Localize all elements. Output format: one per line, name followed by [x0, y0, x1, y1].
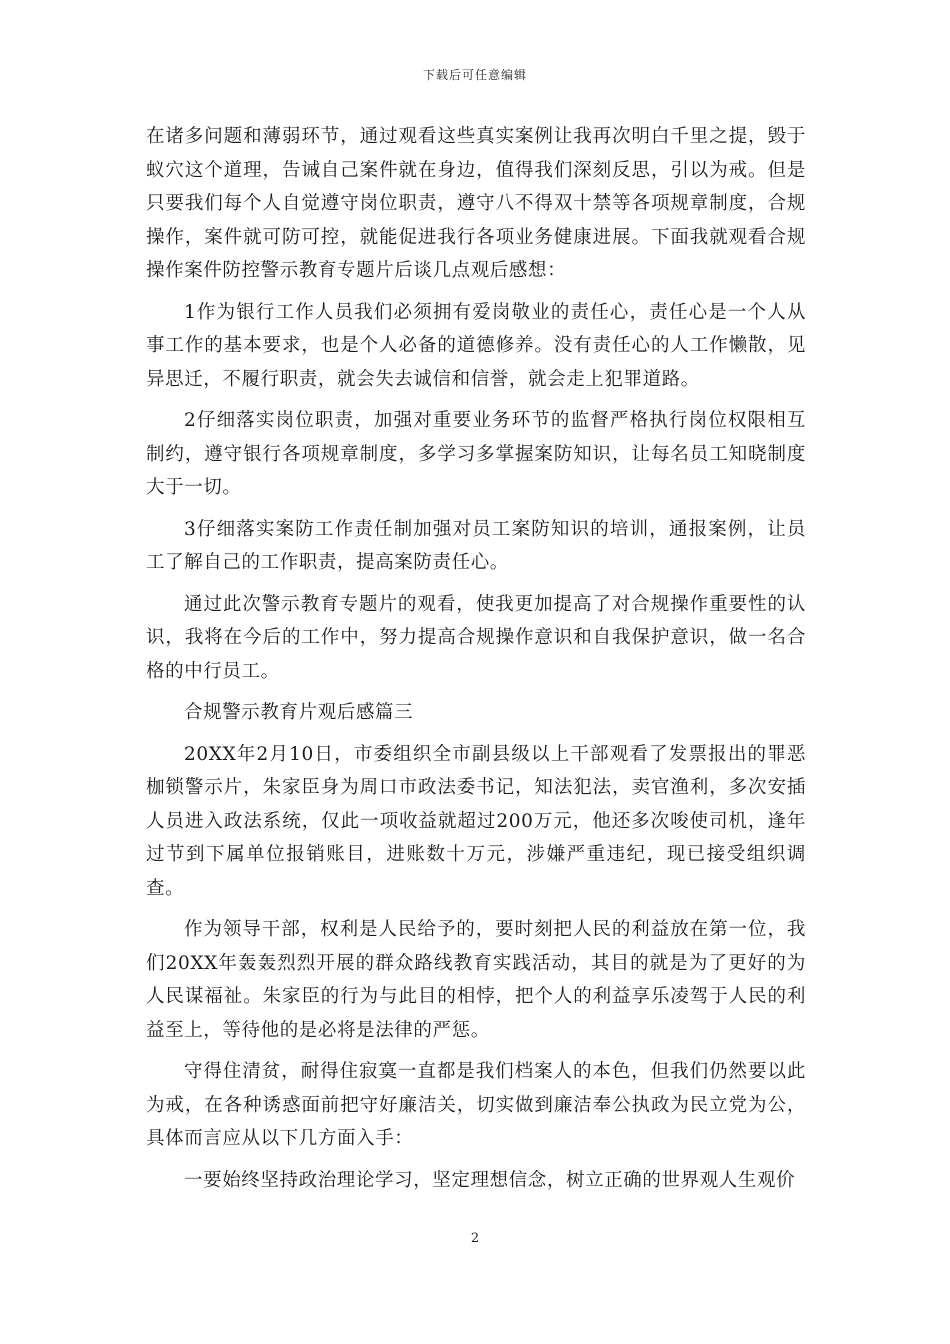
paragraph: 在诸多问题和薄弱环节，通过观看这些真实案例让我再次明白千里之提，毁于蚁穴这个道理，告诫自己案件就在身边，值得我们深刻反思，引以为戒。但是只要我们每个人自觉遵守岗位职责，遵守八不得双十禁等各项规章制度，合规操作，案件就可防可控，就能促进我行各项业务健康进展。下面我就观看合规操作案件防控警示教育专题片后谈几点观后感想：: [146, 126, 806, 281]
page-header: 下载后可任意编辑: [422, 68, 527, 82]
paragraph: 1作为银行工作人员我们必须拥有爱岗敬业的责任心，责任心是一个人从事工作的基本要求，也是个人必备的道德修养。没有责任心的人工作懒散，见异思迁，不履行职责，就会失去诚信和信誉，就会走上犯罪道路。: [146, 301, 806, 390]
section-heading: 合规警示教育片观后感篇三: [184, 702, 414, 723]
paragraph: 守得住清贫，耐得住寂寞一直都是我们档案人的本色，但我们仍然要以此为戒，在各种诱惑面前把守好廉洁关，切实做到廉洁奉公执政为民立党为公，具体而言应从以下几方面入手：: [146, 1061, 806, 1149]
paragraph: 作为领导干部，权利是人民给予的，要时刻把人民的利益放在第一位，我们20XX年轰轰烈烈开展的群众路线教育实践活动，其目的就是为了更好的为人民谋福祉。朱家臣的行为与此目的相悖，把个人的利益享乐凌驾于人民的利益至上，等待他的是必将是法律的严惩。: [146, 919, 806, 1041]
paragraph: 2仔细落实岗位职责，加强对重要业务环节的监督严格执行岗位权限相互制约，遵守银行各项规章制度，多学习多掌握案防知识，让每名员工知晓制度大于一切。: [146, 410, 806, 498]
paragraph: 3仔细落实案防工作责任制加强对员工案防知识的培训，通报案例，让员工了解自己的工作职责，提高案防责任心。: [146, 518, 806, 573]
document-body: [146, 120, 806, 1205]
paragraph: 20XX年2月10日，市委组织全市副县级以上干部观看了发票报出的罪恶枷锁警示片，朱家臣身为周口市政法委书记，知法犯法，卖官渔利，多次安插人员进入政法系统，仅此一项收益就超过200万元，他还多次唆使司机，逢年过节到下属单位报销账目，进账数十万元，涉嫌严重违纪，现已接受组织调查。: [146, 743, 806, 899]
paragraph: 一要始终坚持政治理论学习，坚定理想信念，树立正确的世界观人生观价: [184, 1169, 796, 1191]
paragraph: 通过此次警示教育专题片的观看，使我更加提高了对合规操作重要性的认识，我将在今后的工作中，努力提高合规操作意识和自我保护意识，做一名合格的中行员工。: [146, 593, 806, 682]
page-number: 2: [470, 1231, 480, 1246]
